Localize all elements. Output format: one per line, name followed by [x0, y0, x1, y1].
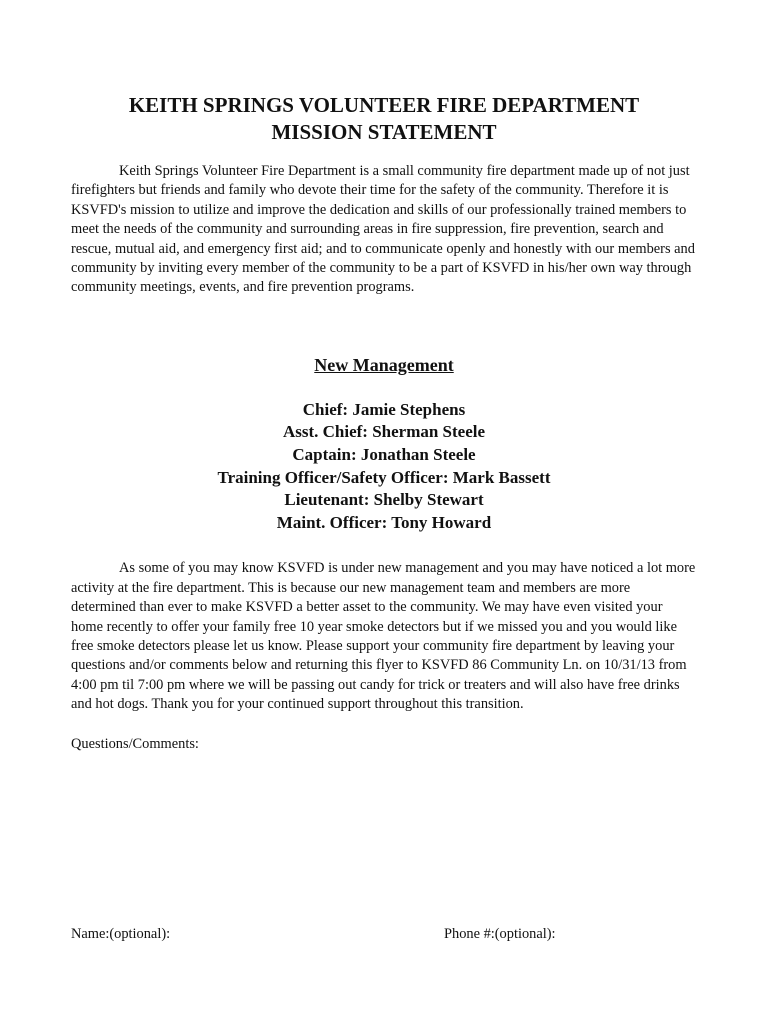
phone-field-label: Phone #:(optional): — [444, 926, 556, 942]
roster-training-officer: Training Officer/Safety Officer: Mark Bassett — [217, 467, 551, 487]
roster-chief: Chief: Jamie Stephens — [302, 399, 466, 419]
roster-captain: Captain: Jonathan Steele — [292, 445, 476, 465]
title-line-2: MISSION STATEMENT — [271, 120, 497, 144]
management-roster — [71, 399, 697, 535]
document-title — [71, 92, 697, 146]
notice-paragraph: As some of you may know KSVFD is under new management and you may have noticed a lot more activity at the fire department. This is because our new management team and members are more determined than ever to make KSVFD a better asset to the community. We may have even visited your home recently to offer your family free 10 year smoke detectors but if we missed you and you would like free smoke detectors please let us know. Please support your community fire department by leaving your questions and/or comments below and returning this flyer to KSVFD 86 Community Ln. on 10/31/13 from 4:00 pm til 7:00 pm where we will be passing out candy for trick or treaters and will also have free drinks and hot dogs. Thank you for your continued support throughout this transition. — [71, 560, 696, 713]
name-field-label: Name:(optional): — [71, 926, 171, 942]
roster-lieutenant: Lieutenant: Shelby Stewart — [284, 490, 484, 510]
roster-maint-officer: Maint. Officer: Tony Howard — [276, 512, 492, 532]
title-line-1: KEITH SPRINGS VOLUNTEER FIRE DEPARTMENT — [128, 93, 640, 117]
questions-label: Questions/Comments: — [71, 735, 199, 752]
roster-asst-chief: Asst. Chief: Sherman Steele — [282, 422, 486, 442]
flyer-page — [71, 92, 697, 942]
mission-paragraph: Keith Springs Volunteer Fire Department is a small community fire department made up of not just firefighters but friends and family who devote their time for the safety of the community. Therefore it is KSVFD's mission to utilize and improve the dedication and skills of our professionally trained members to meet the needs of the community and surrounding areas in fire suppression, fire prevention, search and rescue, mutual aid, and emergency first aid; and to communicate openly and honestly with our members and community by inviting every member of the community to be a part of KSVFD in his/her own way through community meetings, events, and fire prevention programs. — [71, 163, 695, 296]
management-heading: New Management — [314, 354, 454, 375]
